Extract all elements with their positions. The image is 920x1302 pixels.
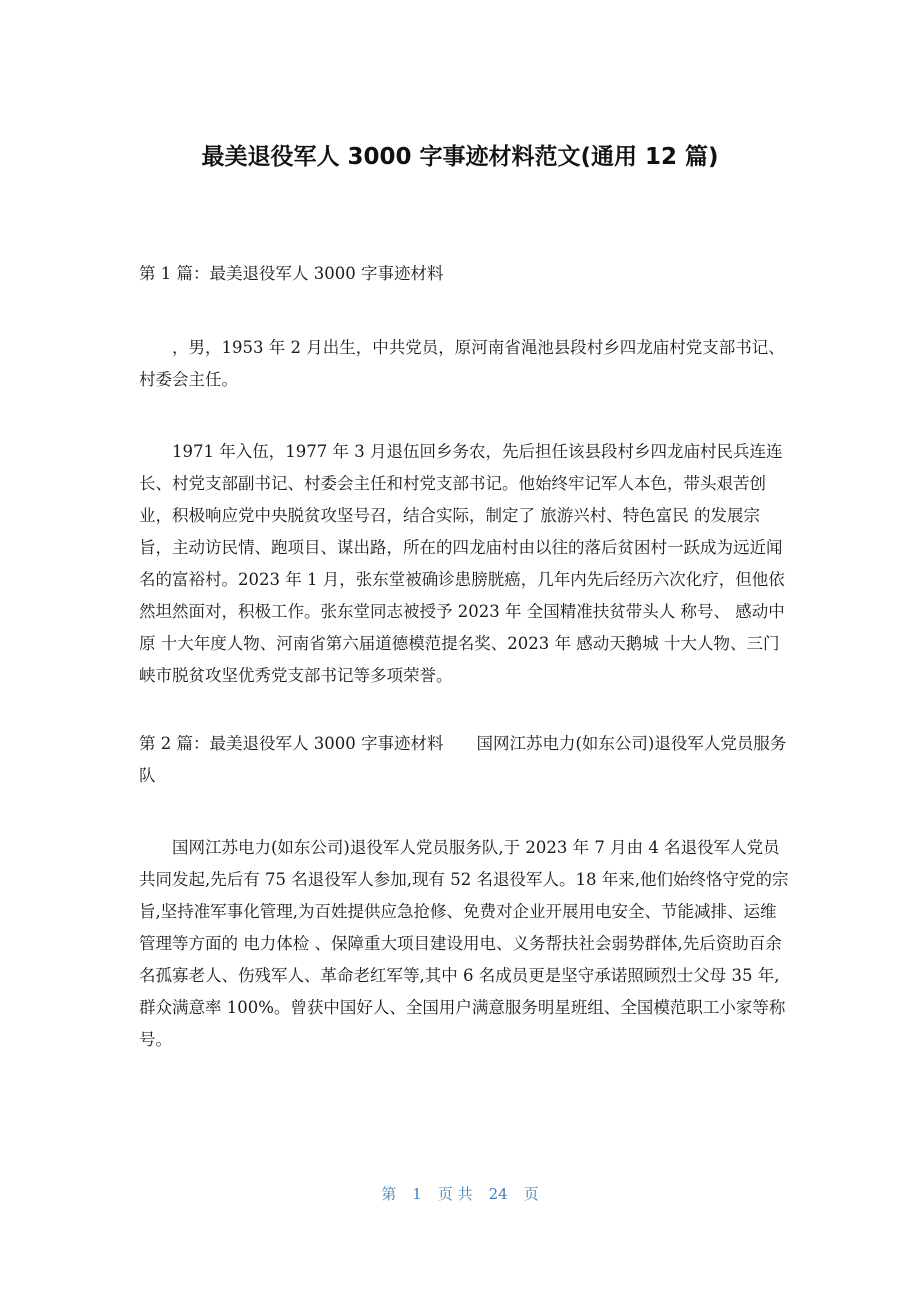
document-body bbox=[139, 258, 789, 1056]
total-pages-number: 24 bbox=[488, 1185, 508, 1203]
section-2-heading: 第 2 篇：最美退役军人 3000 字事迹材料 国网江苏电力(如东公司)退役军人党员服务队 bbox=[139, 734, 787, 785]
section-2-paragraph-1: 国网江苏电力(如东公司)退役军人党员服务队,于 2023 年 7 月由 4 名退役军人党员共同发起,先后有 75 名退役军人参加,现有 52 名退役军人。18 年来,他们始终恪守党的宗旨,坚持准军事化管理,为百姓提供应急抢修、免费对企业开展用电安全、节能减排、运维管理等方面的 电力体检 、保障重大项目建设用电、义务帮扶社会弱势群体,先后资助百余名孤寡老人、伤残军人、革命老红军等,其中 6 名成员更是坚守承诺照顾烈士父母 35 年,群众满意率 100%。曾获中国好人、全国用户满意服务明星班组、全国模范职工小家等称号。 bbox=[139, 838, 789, 1049]
page-label-suffix: 页 bbox=[523, 1185, 539, 1203]
current-page-number: 1 bbox=[412, 1185, 422, 1203]
section-1-paragraph-1: ，男，1953 年 2 月出生，中共党员，原河南省渑池县段村乡四龙庙村党支部书记、村委会主任。 bbox=[139, 338, 785, 389]
section-1-paragraph-2: 1971 年入伍，1977 年 3 月退伍回乡务农，先后担任该县段村乡四龙庙村民兵连连长、村党支部副书记、村委会主任和村党支部书记。他始终牢记军人本色，带头艰苦创业，积极响应党中央脱贫攻坚号召，结合实际，制定了 旅游兴村、特色富民 的发展宗旨，主动访民情、跑项目、谋出路，所在的四龙庙村由以往的落后贫困村一跃成为远近闻名的富裕村。2023 年 1 月，张东堂被确诊患膀胱癌，几年内先后经历六次化疗，但他依然坦然面对，积极工作。张东堂同志被授予 2023 年 全国精准扶贫带头人 称号、 感动中原 十大年度人物、河南省第六届道德模范提名奖、2023 年 感动天鹅城 十大人物、三门峡市脱贫攻坚优秀党支部书记等多项荣誉。 bbox=[139, 442, 785, 685]
page-label-mid: 页 共 bbox=[437, 1185, 473, 1203]
page-label-prefix: 第 bbox=[381, 1185, 397, 1203]
section-1-heading: 第 1 篇：最美退役军人 3000 字事迹材料 bbox=[139, 264, 444, 283]
page-footer bbox=[0, 1183, 920, 1204]
document-title: 最美退役军人 3000 字事迹材料范文(通用 12 篇) bbox=[201, 144, 719, 170]
